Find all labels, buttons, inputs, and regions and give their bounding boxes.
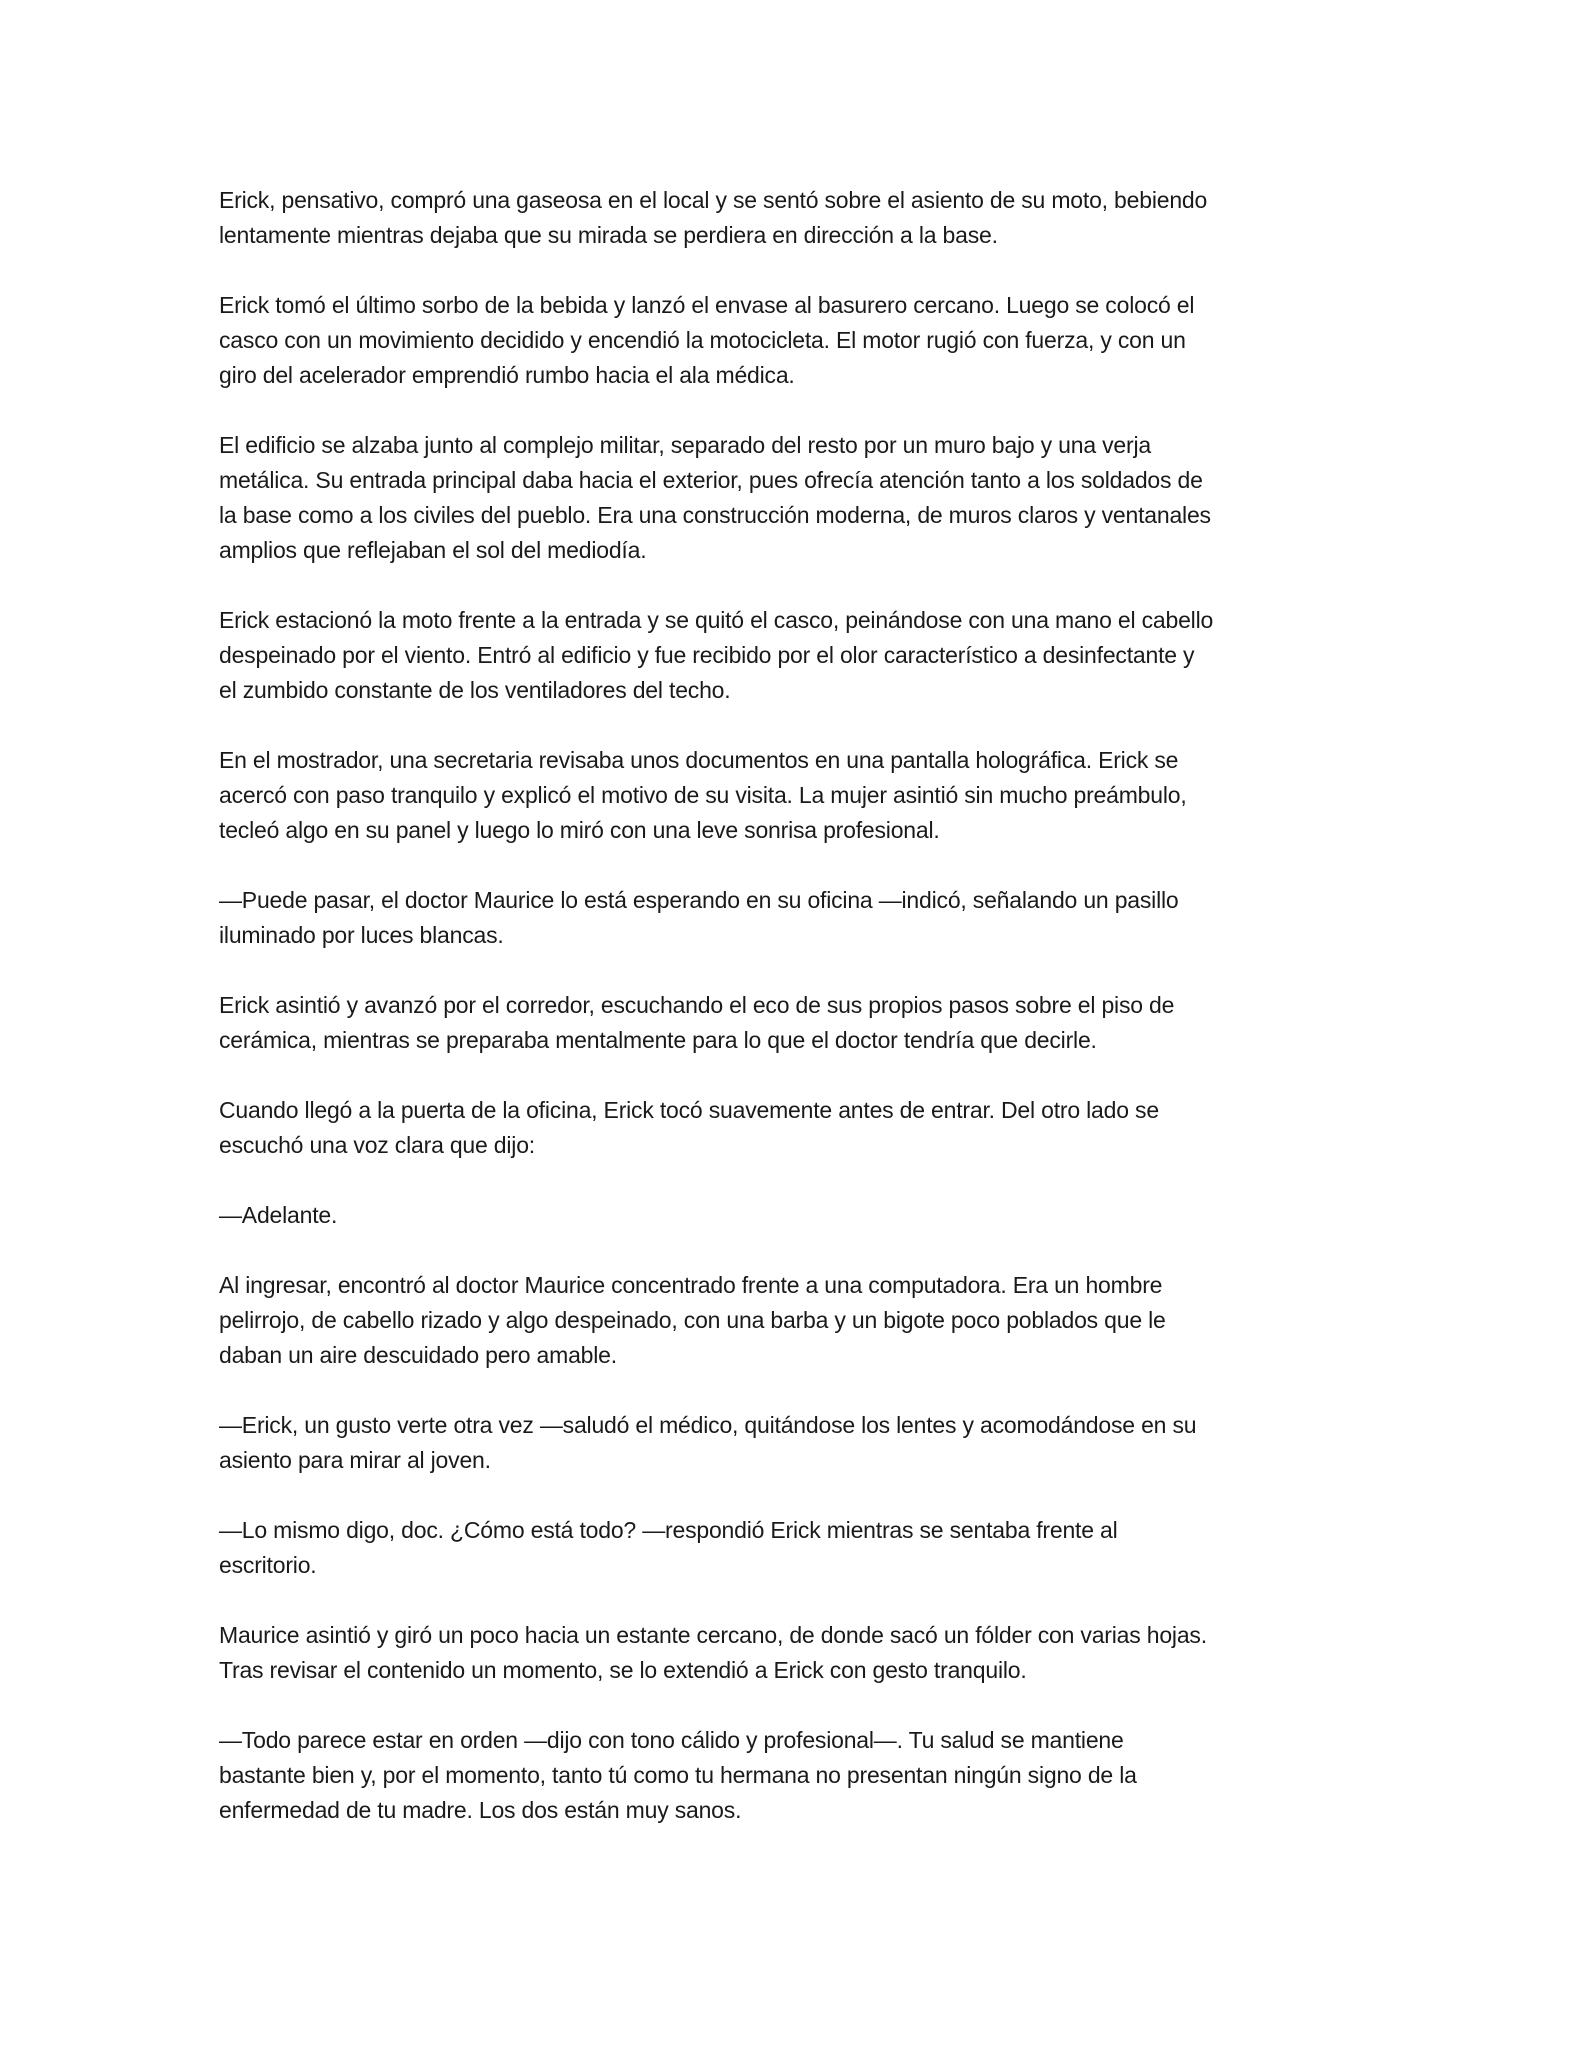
- paragraph: [219, 988, 1399, 1058]
- text-line: cerámica, mientras se preparaba mentalmente para lo que el doctor tendría que decirle.: [219, 1027, 1097, 1053]
- text-line: Maurice asintió y giró un poco hacia un estante cercano, de donde sacó un fólder con varias hojas.: [219, 1622, 1207, 1648]
- text-line: El edificio se alzaba junto al complejo militar, separado del resto por un muro bajo y una verja: [219, 432, 1151, 458]
- text-line: asiento para mirar al joven.: [219, 1447, 491, 1473]
- text-line: metálica. Su entrada principal daba hacia el exterior, pues ofrecía atención tanto a los soldados de: [219, 467, 1203, 493]
- text-line: bastante bien y, por el momento, tanto tú como tu hermana no presentan ningún signo de la: [219, 1762, 1137, 1788]
- paragraph: [219, 1618, 1399, 1688]
- text-line: escritorio.: [219, 1552, 317, 1578]
- text-line: —Adelante.: [219, 1202, 338, 1228]
- text-line: tecleó algo en su panel y luego lo miró con una leve sonrisa profesional.: [219, 817, 940, 843]
- text-line: Tras revisar el contenido un momento, se lo extendió a Erick con gesto tranquilo.: [219, 1657, 1027, 1683]
- dialogue-paragraph: [219, 1198, 1399, 1233]
- text-line: amplios que reflejaban el sol del mediodía.: [219, 537, 647, 563]
- paragraph: [219, 428, 1399, 568]
- text-line: Erick estacionó la moto frente a la entrada y se quitó el casco, peinándose con una mano el cabello: [219, 607, 1214, 633]
- text-line: En el mostrador, una secretaria revisaba unos documentos en una pantalla holográfica. Erick se: [219, 747, 1179, 773]
- text-line: enfermedad de tu madre. Los dos están muy sanos.: [219, 1797, 742, 1823]
- document-body: [219, 183, 1399, 1863]
- text-line: Cuando llegó a la puerta de la oficina, Erick tocó suavemente antes de entrar. Del otro lado se: [219, 1097, 1159, 1123]
- text-line: giro del acelerador emprendió rumbo hacia el ala médica.: [219, 362, 795, 388]
- paragraph: [219, 288, 1399, 393]
- text-line: —Lo mismo digo, doc. ¿Cómo está todo? —respondió Erick mientras se sentaba frente al: [219, 1517, 1118, 1543]
- text-line: Erick, pensativo, compró una gaseosa en el local y se sentó sobre el asiento de su moto, bebiendo: [219, 187, 1208, 213]
- text-line: pelirrojo, de cabello rizado y algo despeinado, con una barba y un bigote poco poblados que le: [219, 1307, 1166, 1333]
- paragraph: [219, 743, 1399, 848]
- text-line: el zumbido constante de los ventiladores del techo.: [219, 677, 731, 703]
- dialogue-paragraph: [219, 1408, 1399, 1478]
- paragraph: [219, 183, 1399, 253]
- text-line: —Puede pasar, el doctor Maurice lo está esperando en su oficina —indicó, señalando un pasillo: [219, 887, 1179, 913]
- text-line: Al ingresar, encontró al doctor Maurice concentrado frente a una computadora. Era un hombre: [219, 1272, 1163, 1298]
- dialogue-paragraph: [219, 1513, 1399, 1583]
- text-line: casco con un movimiento decidido y encendió la motocicleta. El motor rugió con fuerza, y con un: [219, 327, 1186, 353]
- text-line: escuchó una voz clara que dijo:: [219, 1132, 536, 1158]
- text-line: la base como a los civiles del pueblo. Era una construcción moderna, de muros claros y ventanales: [219, 502, 1211, 528]
- text-line: —Erick, un gusto verte otra vez —saludó el médico, quitándose los lentes y acomodándose en su: [219, 1412, 1197, 1438]
- text-line: acercó con paso tranquilo y explicó el motivo de su visita. La mujer asintió sin mucho preámbulo,: [219, 782, 1187, 808]
- paragraph: [219, 1268, 1399, 1373]
- paragraph: [219, 1093, 1399, 1163]
- text-line: iluminado por luces blancas.: [219, 922, 504, 948]
- text-line: Erick asintió y avanzó por el corredor, escuchando el eco de sus propios pasos sobre el piso de: [219, 992, 1175, 1018]
- text-line: lentamente mientras dejaba que su mirada se perdiera en dirección a la base.: [219, 222, 998, 248]
- dialogue-paragraph: [219, 883, 1399, 953]
- dialogue-paragraph: [219, 1723, 1399, 1828]
- text-line: —Todo parece estar en orden —dijo con tono cálido y profesional—. Tu salud se mantiene: [219, 1727, 1124, 1753]
- text-line: daban un aire descuidado pero amable.: [219, 1342, 617, 1368]
- text-line: despeinado por el viento. Entró al edificio y fue recibido por el olor característico a desinfectante y: [219, 642, 1195, 668]
- paragraph: [219, 603, 1399, 708]
- text-line: Erick tomó el último sorbo de la bebida y lanzó el envase al basurero cercano. Luego se colocó el: [219, 292, 1195, 318]
